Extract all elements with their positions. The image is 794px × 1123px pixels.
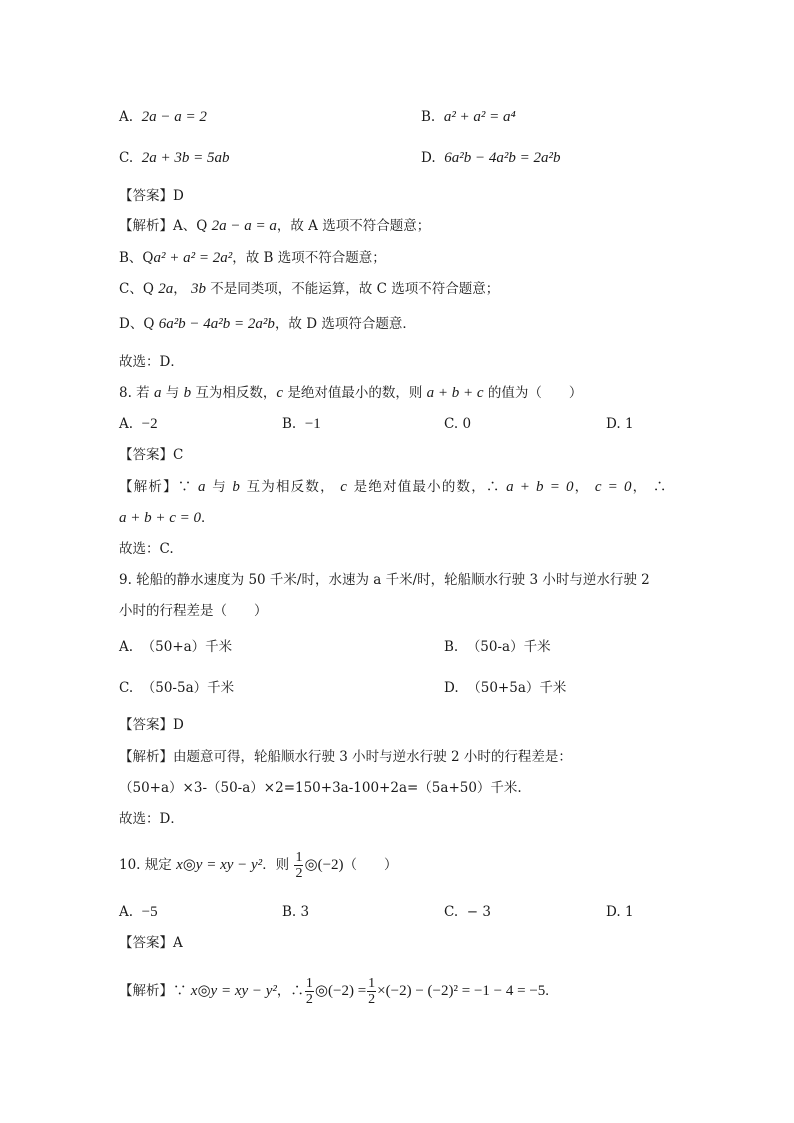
q8-option-c [444,414,471,434]
q9-answer: 【答案】D [119,717,184,733]
analysis-text: ，故 B 选项不符合题意； [232,250,386,266]
q8-stem [119,383,582,403]
option-value: （50+5a）千米 [467,680,567,696]
stem-text: （ ） [343,857,398,873]
q7-option-d [421,148,560,168]
analysis-text: D、Q [119,316,159,332]
option-label: C. [444,416,459,432]
analysis-text: 【解析】A、Q [119,218,212,234]
q8-answer: 【答案】C [119,447,184,463]
stem-text: ．则 [262,857,294,873]
q9-analysis-line-1: 【解析】由题意可得，轮船顺水行驶 3 小时与逆水行驶 2 小时的行程差是： [119,749,572,765]
q9-option-c [119,678,234,698]
q9-stem-line-1: 9. 轮船的静水速度为 50 千米/时，水速为 a 千米/时，轮船顺水行驶 3 小时与逆水行驶 2 [119,572,650,588]
analysis-text: 与 [206,479,233,495]
q9-option-b [444,637,551,657]
option-label: A. [119,639,134,655]
q7-option-b [421,107,516,127]
analysis-text: ． [201,510,215,526]
analysis-text: ， [173,281,191,297]
option-label: B. [444,639,459,655]
analysis-variable: b [232,479,242,495]
option-label: A. [119,416,134,432]
analysis-text: 【解析】∵ [119,983,191,999]
option-value: （50-a）千米 [466,639,551,655]
analysis-text: C、Q [119,281,159,297]
q8-option-b [282,414,321,434]
option-value: −1 [304,416,321,432]
analysis-text: 互为相反数， [241,479,341,495]
option-label: D. [606,904,621,920]
fraction-denominator: 2 [295,866,303,881]
analysis-expression: c = 0 [594,479,633,495]
option-value: 1 [624,416,634,432]
q8-analysis-line-2 [119,508,215,528]
q7-analysis-line-2 [119,248,386,268]
q9-stem-line-2: 小时的行程差是（ ） [119,603,268,619]
q8-option-d [606,414,634,434]
q8-analysis-line-1 [119,477,668,497]
stem-variable: a [153,385,162,401]
option-label: D. [421,150,436,166]
analysis-text: ，∴ [276,983,304,999]
option-expression: 6a²b − 4a²b = 2a²b [444,150,561,166]
stem-text: 互为相反数， [191,385,277,401]
option-label: B. [282,904,297,920]
option-value: −5 [141,904,158,920]
q7-analysis-line-4 [119,314,416,334]
q7-analysis-line-3 [119,279,499,299]
analysis-text: 不是同类项，不能运算，故 C 选项不符合题意； [206,281,500,297]
q10-answer: 【答案】A [119,935,183,951]
analysis-text: ，故 D 选项符合题意． [274,316,416,332]
fraction-numerator: 1 [295,850,303,865]
option-label: D. [606,416,621,432]
stem-variable: b [183,385,192,401]
stem-text: 的值为（ ） [483,385,583,401]
analysis-text: ， [574,479,595,495]
analysis-expression: ◎(−2) = [314,983,367,999]
stem-text: 8. 若 [119,385,154,401]
analysis-expression: a + b + c = 0 [119,510,202,526]
fraction-denominator: 2 [368,992,376,1007]
fraction-one-half [294,850,303,881]
stem-text: 10. 规定 [119,857,177,873]
analysis-variable: a [198,479,207,495]
fraction-one-half [367,976,376,1007]
stem-expression: ◎(−2) [304,857,344,873]
q9-conclusion: 故选：D． [119,811,184,827]
option-value: （50+a）千米 [141,639,233,655]
option-expression: 2a + 3b = 5ab [141,150,230,166]
analysis-expression: a + b = 0 [506,479,575,495]
option-label: A. [119,109,134,125]
option-value: 0 [462,416,472,432]
q7-option-a [119,107,207,127]
stem-text: 是绝对值最小的数，则 [283,385,427,401]
analysis-expression: 2a [158,281,174,297]
analysis-definition: x◎y = xy − y² [190,983,277,999]
option-label: C. [444,904,459,920]
option-label: A. [119,904,134,920]
fraction-numerator: 1 [368,976,376,991]
option-value: 1 [624,904,634,920]
option-value: 3 [300,904,310,920]
q10-stem [119,845,398,885]
fraction-one-half [305,976,314,1007]
q10-analysis [119,971,549,1011]
q9-option-d [444,678,566,698]
analysis-expression: 6a²b − 4a²b = 2a²b [158,316,275,332]
analysis-variable: c [340,479,349,495]
q7-analysis-line-1 [119,216,430,236]
q10-option-c [444,902,491,922]
fraction-numerator: 1 [305,976,313,991]
analysis-text: 【解析】∵ [119,479,198,495]
option-label: C. [119,150,134,166]
fraction-denominator: 2 [305,992,313,1007]
analysis-expression: a² + a² = 2a² [153,250,233,266]
option-label: B. [282,416,297,432]
stem-expression: a + b + c [426,385,484,401]
q7-option-c [119,148,229,168]
analysis-text: ，故 A 选项不符合题意； [276,218,431,234]
q10-option-d [606,902,634,922]
stem-definition: x◎y = xy − y² [176,857,263,873]
q8-option-a [119,414,158,434]
q10-option-b [282,902,309,922]
analysis-expression: 3b [191,281,206,297]
option-label: B. [421,109,436,125]
option-value: − 3 [466,904,491,920]
option-expression: a² + a² = a⁴ [443,109,516,125]
q9-analysis-line-2: （50+a）×3-（50-a）×2=150+3a-100+2a=（5a+50）千米. [119,780,522,796]
option-expression: 2a − a = 2 [141,109,207,125]
q8-conclusion: 故选：C. [119,541,174,557]
analysis-text: ， ∴ [632,479,668,495]
option-value: −2 [141,416,158,432]
option-label: D. [444,680,459,696]
analysis-text: 是绝对值最小的数，∴ [348,479,507,495]
stem-variable: c [276,385,284,401]
q7-answer: 【答案】D [119,188,184,204]
stem-text: 与 [161,385,184,401]
analysis-text: B、Q [119,250,154,266]
analysis-expression: 2a − a = a [211,218,277,234]
q7-conclusion: 故选：D． [119,354,184,370]
q10-option-a [119,902,158,922]
q9-option-a [119,637,232,657]
analysis-expression: ×(−2) − (−2)² = −1 − 4 = −5. [377,983,550,999]
option-label: C. [119,680,134,696]
option-value: （50-5a）千米 [141,680,235,696]
